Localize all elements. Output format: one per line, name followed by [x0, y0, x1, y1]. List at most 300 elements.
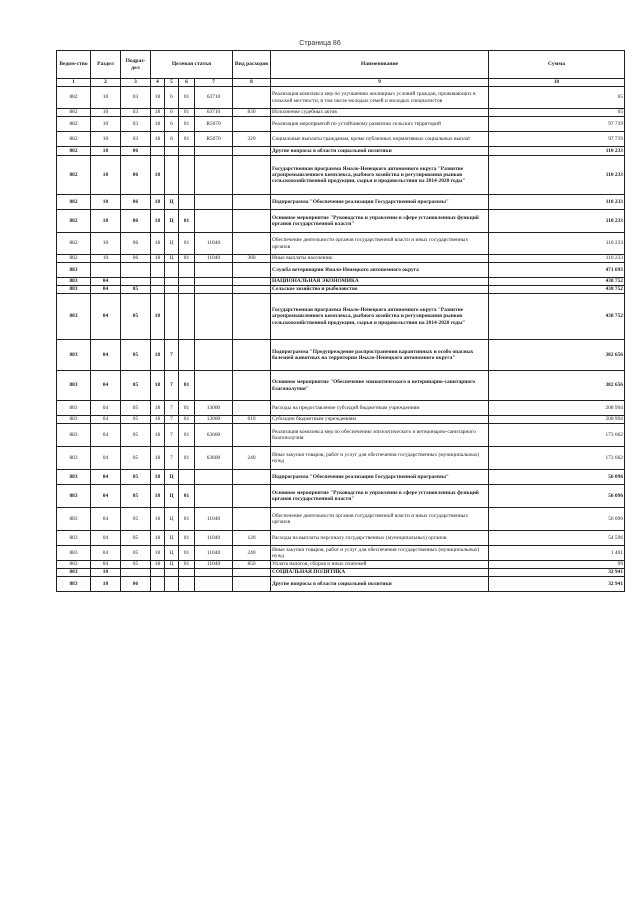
subprogram-code-cell — [165, 286, 179, 294]
subprogram-code-cell: Ц — [165, 255, 179, 263]
section-cell: 10 — [91, 109, 121, 117]
table-row — [57, 132, 625, 147]
column-number: 8 — [233, 79, 271, 87]
dept-cell: 883 — [57, 508, 91, 531]
column-number: 6 — [179, 79, 195, 87]
expense-type-cell — [233, 156, 271, 195]
item-name-cell: Государственная программа Ямало-Ненецкого автономного округа "Развитие агропромышленного комплекса, рыбного хозяйства и регулирования рынков сельскохозяйственной продукции, сырья и продовольствия на 2014-2020 годы" — [271, 294, 489, 340]
section-cell: 10 — [91, 132, 121, 147]
direction-code-cell — [195, 577, 233, 592]
subsection-cell: 05 — [121, 546, 151, 561]
dept-cell: 883 — [57, 470, 91, 485]
table-row — [57, 340, 625, 371]
amount-cell: 1 401 — [489, 546, 625, 561]
dept-cell: 883 — [57, 278, 91, 286]
table-row — [57, 470, 625, 485]
dept-cell: 883 — [57, 485, 91, 508]
page-number: Страница 86 — [299, 40, 341, 47]
subprogram-code-cell: Ц — [165, 195, 179, 210]
subprogram-code-cell: Ц — [165, 508, 179, 531]
program-code-cell: 18 — [151, 485, 165, 508]
column-number: 7 — [195, 79, 233, 87]
direction-code-cell: 63710 — [195, 109, 233, 117]
program-code-cell: 18 — [151, 117, 165, 132]
measure-code-cell — [179, 569, 195, 577]
dept-cell: 883 — [57, 371, 91, 401]
table-row — [57, 117, 625, 132]
amount-cell: 208 994 — [489, 416, 625, 424]
table-body — [57, 87, 625, 592]
item-name-cell: Другие вопросы в области социальной политики — [271, 147, 489, 156]
table-row — [57, 210, 625, 233]
measure-code-cell: 01 — [179, 561, 195, 569]
program-code-cell: 18 — [151, 109, 165, 117]
measure-code-cell — [179, 294, 195, 340]
subsection-cell: 05 — [121, 470, 151, 485]
amount-cell: 382 656 — [489, 340, 625, 371]
amount-cell: 173 662 — [489, 447, 625, 470]
item-name-cell: Иные выплаты населению — [271, 255, 489, 263]
expense-type-cell — [233, 577, 271, 592]
program-code-cell — [151, 286, 165, 294]
amount-cell: 110 233 — [489, 195, 625, 210]
section-cell: 04 — [91, 485, 121, 508]
direction-code-cell — [195, 263, 233, 278]
table-row — [57, 577, 625, 592]
subsection-cell: 06 — [121, 195, 151, 210]
subprogram-code-cell: Ц — [165, 470, 179, 485]
subprogram-code-cell — [165, 156, 179, 195]
table-row — [57, 485, 625, 508]
table-row — [57, 447, 625, 470]
table-row — [57, 255, 625, 263]
measure-code-cell: 01 — [179, 233, 195, 255]
amount-cell: 97 739 — [489, 132, 625, 147]
direction-code-cell: 13000 — [195, 416, 233, 424]
expense-type-cell — [233, 263, 271, 278]
subsection-cell: 03 — [121, 87, 151, 109]
amount-cell: 110 233 — [489, 210, 625, 233]
measure-code-cell — [179, 263, 195, 278]
header-row — [57, 51, 625, 79]
expense-type-cell — [233, 195, 271, 210]
direction-code-cell: R5670 — [195, 117, 233, 132]
subsection-cell: 03 — [121, 132, 151, 147]
dept-cell: 882 — [57, 233, 91, 255]
dept-cell: 883 — [57, 340, 91, 371]
item-name-cell: Расходы на выплаты персоналу государственных (муниципальных) органов — [271, 531, 489, 546]
expense-type-cell — [233, 470, 271, 485]
expense-type-cell — [233, 294, 271, 340]
subprogram-code-cell: 7 — [165, 447, 179, 470]
dept-cell: 883 — [57, 424, 91, 447]
table-row — [57, 233, 625, 255]
measure-code-cell: 01 — [179, 546, 195, 561]
direction-code-cell — [195, 147, 233, 156]
expense-type-cell: 240 — [233, 546, 271, 561]
dept-cell: 882 — [57, 117, 91, 132]
subprogram-code-cell: 7 — [165, 401, 179, 416]
dept-cell: 882 — [57, 210, 91, 233]
table-row — [57, 424, 625, 447]
program-code-cell: 18 — [151, 87, 165, 109]
subprogram-code-cell: 6 — [165, 109, 179, 117]
program-code-cell — [151, 569, 165, 577]
program-code-cell: 18 — [151, 416, 165, 424]
subsection-cell: 06 — [121, 255, 151, 263]
subsection-cell — [121, 263, 151, 278]
subsection-cell: 05 — [121, 286, 151, 294]
subsection-cell: 03 — [121, 109, 151, 117]
section-cell: 10 — [91, 255, 121, 263]
dept-cell: 883 — [57, 416, 91, 424]
subprogram-code-cell: Ц — [165, 233, 179, 255]
amount-cell: 110 233 — [489, 147, 625, 156]
item-name-cell: СОЦИАЛЬНАЯ ПОЛИТИКА — [271, 569, 489, 577]
subsection-cell: 05 — [121, 340, 151, 371]
amount-cell: 208 994 — [489, 401, 625, 416]
section-cell: 10 — [91, 233, 121, 255]
program-code-cell: 18 — [151, 156, 165, 195]
table-row — [57, 263, 625, 278]
column-number: 3 — [121, 79, 151, 87]
dept-cell: 882 — [57, 156, 91, 195]
item-name-cell: Основное мероприятие "Руководство и управление в сфере установленных функций органов государственной власти" — [271, 485, 489, 508]
table-row — [57, 531, 625, 546]
subsection-cell: 05 — [121, 371, 151, 401]
measure-code-cell — [179, 156, 195, 195]
subsection-cell — [121, 278, 151, 286]
item-name-cell: Основное мероприятие "Обеспечение эпизоотического и ветеринарно-санитарного благополучия" — [271, 371, 489, 401]
section-cell: 04 — [91, 371, 121, 401]
direction-code-cell: 11040 — [195, 508, 233, 531]
program-code-cell: 18 — [151, 340, 165, 371]
program-code-cell: 18 — [151, 233, 165, 255]
section-cell: 10 — [91, 117, 121, 132]
item-name-cell: Другие вопросы в области социальной политики — [271, 577, 489, 592]
section-cell: 10 — [91, 87, 121, 109]
expense-type-cell — [233, 424, 271, 447]
column-number-row — [57, 79, 625, 87]
section-cell: 04 — [91, 416, 121, 424]
item-name-cell: Служба ветеринарии Ямало-Ненецкого автономного округа — [271, 263, 489, 278]
item-name-cell: Реализация мероприятий по устойчивому развитию сельских территорий — [271, 117, 489, 132]
direction-code-cell: R5670 — [195, 132, 233, 147]
expense-type-cell — [233, 286, 271, 294]
direction-code-cell — [195, 569, 233, 577]
subsection-cell: 06 — [121, 210, 151, 233]
section-cell: 10 — [91, 147, 121, 156]
direction-code-cell — [195, 278, 233, 286]
direction-code-cell — [195, 294, 233, 340]
subprogram-code-cell: Ц — [165, 546, 179, 561]
subprogram-code-cell: 7 — [165, 371, 179, 401]
dept-cell: 883 — [57, 294, 91, 340]
expense-type-cell — [233, 340, 271, 371]
subsection-cell: 05 — [121, 485, 151, 508]
subprogram-code-cell — [165, 147, 179, 156]
table-row — [57, 416, 625, 424]
program-code-cell — [151, 278, 165, 286]
expense-type-cell: 610 — [233, 416, 271, 424]
program-code-cell — [151, 263, 165, 278]
item-name-cell: Реализация комплекса мер по улучшению жилищных условий граждан, проживающих в сельской местности, в том числе молодых семей и молодых специалистов — [271, 87, 489, 109]
section-cell: 04 — [91, 546, 121, 561]
section-cell: 04 — [91, 340, 121, 371]
dept-cell: 883 — [57, 561, 91, 569]
section-cell: 10 — [91, 195, 121, 210]
subsection-cell: 05 — [121, 508, 151, 531]
header-section: Раздел — [91, 51, 121, 79]
column-number: 2 — [91, 79, 121, 87]
dept-cell: 882 — [57, 109, 91, 117]
subsection-cell: 05 — [121, 531, 151, 546]
program-code-cell: 18 — [151, 371, 165, 401]
subsection-cell: 06 — [121, 577, 151, 592]
dept-cell: 883 — [57, 546, 91, 561]
item-name-cell: Сельское хозяйство и рыболовство — [271, 286, 489, 294]
section-cell: 04 — [91, 424, 121, 447]
amount-cell: 382 656 — [489, 371, 625, 401]
measure-code-cell: 01 — [179, 255, 195, 263]
direction-code-cell — [195, 485, 233, 508]
table-row — [57, 569, 625, 577]
amount-cell: 56 096 — [489, 485, 625, 508]
table-row — [57, 147, 625, 156]
direction-code-cell: 63710 — [195, 87, 233, 109]
item-name-cell: Социальные выплаты гражданам, кроме публичных нормативных социальных выплат — [271, 132, 489, 147]
dept-cell: 883 — [57, 286, 91, 294]
expense-type-cell — [233, 371, 271, 401]
measure-code-cell — [179, 286, 195, 294]
subprogram-code-cell: 6 — [165, 117, 179, 132]
program-code-cell: 18 — [151, 195, 165, 210]
item-name-cell: Субсидии бюджетным учреждениям — [271, 416, 489, 424]
subsection-cell: 05 — [121, 447, 151, 470]
amount-cell: 438 752 — [489, 278, 625, 286]
expense-type-cell: 320 — [233, 132, 271, 147]
item-name-cell: Обеспечение деятельности органов государственной власти и иных государственных органов — [271, 508, 489, 531]
item-name-cell: Обеспечение деятельности органов государственной власти и иных государственных органов — [271, 233, 489, 255]
subprogram-code-cell: 7 — [165, 340, 179, 371]
amount-cell: 65 — [489, 109, 625, 117]
amount-cell: 438 752 — [489, 286, 625, 294]
measure-code-cell: 01 — [179, 416, 195, 424]
column-number: 5 — [165, 79, 179, 87]
measure-code-cell — [179, 340, 195, 371]
direction-code-cell: 13000 — [195, 401, 233, 416]
subprogram-code-cell: 7 — [165, 424, 179, 447]
table-row — [57, 561, 625, 569]
section-cell: 04 — [91, 294, 121, 340]
section-cell: 10 — [91, 156, 121, 195]
amount-cell: 32 941 — [489, 577, 625, 592]
measure-code-cell — [179, 195, 195, 210]
dept-cell: 882 — [57, 195, 91, 210]
section-cell — [91, 263, 121, 278]
direction-code-cell — [195, 340, 233, 371]
budget-table — [56, 50, 625, 592]
dept-cell: 883 — [57, 531, 91, 546]
subsection-cell: 06 — [121, 156, 151, 195]
subsection-cell: 06 — [121, 233, 151, 255]
program-code-cell: 18 — [151, 294, 165, 340]
section-cell: 04 — [91, 531, 121, 546]
item-name-cell: Реализация комплекса мер по обеспечению эпизоотического и ветеринарно-санитарного благополучия — [271, 424, 489, 447]
section-cell: 10 — [91, 569, 121, 577]
column-number: 10 — [489, 79, 625, 87]
header-subsection: Подраз-дел — [121, 51, 151, 79]
expense-type-cell — [233, 87, 271, 109]
dept-cell: 882 — [57, 132, 91, 147]
measure-code-cell: 01 — [179, 424, 195, 447]
dept-cell: 882 — [57, 255, 91, 263]
section-cell: 04 — [91, 508, 121, 531]
subprogram-code-cell: 6 — [165, 132, 179, 147]
expense-type-cell — [233, 569, 271, 577]
program-code-cell — [151, 577, 165, 592]
item-name-cell: Подпрограмма "Предупреждение распространения карантинных и особо опасных болезней животных на территории Ямало-Ненецкого автономного округа" — [271, 340, 489, 371]
direction-code-cell — [195, 286, 233, 294]
measure-code-cell: 01 — [179, 485, 195, 508]
program-code-cell: 18 — [151, 470, 165, 485]
subprogram-code-cell: 7 — [165, 416, 179, 424]
section-cell: 04 — [91, 401, 121, 416]
dept-cell: 882 — [57, 147, 91, 156]
dept-cell: 883 — [57, 447, 91, 470]
direction-code-cell — [195, 195, 233, 210]
subprogram-code-cell: Ц — [165, 531, 179, 546]
direction-code-cell: 11040 — [195, 546, 233, 561]
section-cell: 10 — [91, 577, 121, 592]
item-name-cell: Иные закупки товаров, работ и услуг для обеспечения государственных (муниципальных) нужд — [271, 546, 489, 561]
header-sum: Сумма — [489, 51, 625, 79]
program-code-cell: 18 — [151, 210, 165, 233]
table-row — [57, 546, 625, 561]
expense-type-cell — [233, 401, 271, 416]
item-name-cell: Уплата налогов, сборов и иных платежей — [271, 561, 489, 569]
expense-type-cell — [233, 117, 271, 132]
program-code-cell: 18 — [151, 424, 165, 447]
measure-code-cell — [179, 577, 195, 592]
item-name-cell: Государственная программа Ямало-Ненецкого автономного округа "Развитие агропромышленного комплекса, рыбного хозяйства и регулирования рынков сельскохозяйственной продукции, сырья и продовольствия на 2014-2020 годы" — [271, 156, 489, 195]
program-code-cell: 18 — [151, 531, 165, 546]
table-row — [57, 156, 625, 195]
subprogram-code-cell — [165, 278, 179, 286]
header-name: Наименование — [271, 51, 489, 79]
direction-code-cell — [195, 371, 233, 401]
measure-code-cell: 01 — [179, 87, 195, 109]
expense-type-cell: 360 — [233, 255, 271, 263]
section-cell: 04 — [91, 286, 121, 294]
item-name-cell: Исполнение судебных актов — [271, 109, 489, 117]
subsection-cell: 06 — [121, 147, 151, 156]
program-code-cell: 18 — [151, 561, 165, 569]
dept-cell: 883 — [57, 401, 91, 416]
section-cell: 10 — [91, 210, 121, 233]
subsection-cell — [121, 569, 151, 577]
header-target-article: Целевая статья — [151, 51, 233, 79]
expense-type-cell — [233, 147, 271, 156]
measure-code-cell: 01 — [179, 210, 195, 233]
amount-cell: 56 096 — [489, 508, 625, 531]
measure-code-cell: 01 — [179, 132, 195, 147]
section-cell: 04 — [91, 561, 121, 569]
amount-cell: 110 233 — [489, 156, 625, 195]
subprogram-code-cell: 6 — [165, 87, 179, 109]
expense-type-cell — [233, 210, 271, 233]
item-name-cell: Основное мероприятие "Руководство и управление в сфере установленных функций органов государственной власти" — [271, 210, 489, 233]
dept-cell: 883 — [57, 569, 91, 577]
table-row — [57, 286, 625, 294]
direction-code-cell: 63600 — [195, 447, 233, 470]
measure-code-cell: 01 — [179, 117, 195, 132]
amount-cell: 471 693 — [489, 263, 625, 278]
measure-code-cell: 01 — [179, 371, 195, 401]
section-cell: 04 — [91, 278, 121, 286]
direction-code-cell: 11040 — [195, 255, 233, 263]
expense-type-cell: 240 — [233, 447, 271, 470]
amount-cell: 97 739 — [489, 117, 625, 132]
program-code-cell: 18 — [151, 546, 165, 561]
measure-code-cell: 01 — [179, 531, 195, 546]
measure-code-cell — [179, 278, 195, 286]
subsection-cell: 03 — [121, 117, 151, 132]
amount-cell: 173 662 — [489, 424, 625, 447]
direction-code-cell: 63600 — [195, 424, 233, 447]
item-name-cell: Иные закупки товаров, работ и услуг для обеспечения государственных (муниципальных) нужд — [271, 447, 489, 470]
section-cell: 04 — [91, 447, 121, 470]
header-dept: Ведом-ство — [57, 51, 91, 79]
subprogram-code-cell — [165, 577, 179, 592]
section-cell: 04 — [91, 470, 121, 485]
program-code-cell: 18 — [151, 132, 165, 147]
table-row — [57, 195, 625, 210]
subprogram-code-cell — [165, 294, 179, 340]
measure-code-cell — [179, 147, 195, 156]
subsection-cell: 05 — [121, 424, 151, 447]
subprogram-code-cell — [165, 569, 179, 577]
subsection-cell: 05 — [121, 416, 151, 424]
amount-cell: 99 — [489, 561, 625, 569]
measure-code-cell: 01 — [179, 401, 195, 416]
dept-cell: 882 — [57, 87, 91, 109]
expense-type-cell: 830 — [233, 109, 271, 117]
program-code-cell: 18 — [151, 447, 165, 470]
amount-cell: 438 752 — [489, 294, 625, 340]
direction-code-cell — [195, 210, 233, 233]
measure-code-cell — [179, 470, 195, 485]
direction-code-cell: 11040 — [195, 531, 233, 546]
expense-type-cell — [233, 485, 271, 508]
subprogram-code-cell: Ц — [165, 210, 179, 233]
item-name-cell: НАЦИОНАЛЬНАЯ ЭКОНОМИКА — [271, 278, 489, 286]
direction-code-cell — [195, 156, 233, 195]
item-name-cell: Подпрограмма "Обеспечение реализации Государственной программы" — [271, 195, 489, 210]
table-row — [57, 87, 625, 109]
table-row — [57, 109, 625, 117]
table-row — [57, 294, 625, 340]
measure-code-cell: 01 — [179, 508, 195, 531]
program-code-cell: 18 — [151, 401, 165, 416]
expense-type-cell — [233, 233, 271, 255]
subsection-cell: 05 — [121, 561, 151, 569]
amount-cell: 65 — [489, 87, 625, 109]
amount-cell: 110 233 — [489, 255, 625, 263]
table-row — [57, 371, 625, 401]
table-row — [57, 278, 625, 286]
subprogram-code-cell: Ц — [165, 561, 179, 569]
